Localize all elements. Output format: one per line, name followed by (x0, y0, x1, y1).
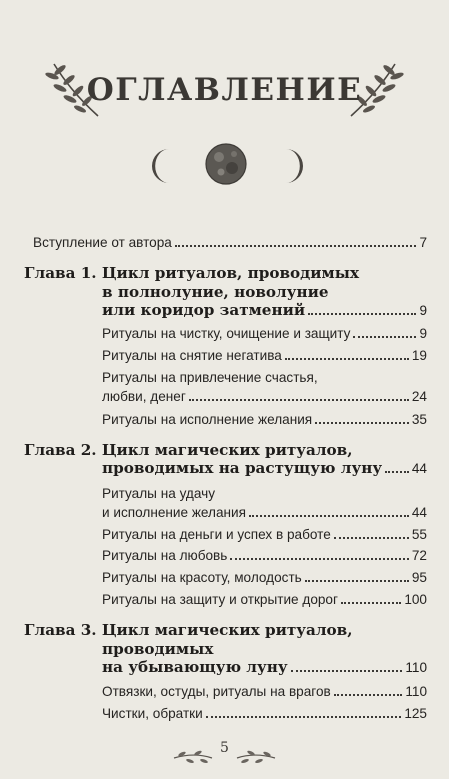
toc-entry-title: и исполнение желания (102, 505, 246, 520)
toc-entry-title: Чистки, обратки (102, 706, 203, 721)
chapter-heading-line: проводимых (102, 640, 214, 658)
leader-dots (334, 537, 409, 539)
toc-entry-title: Ритуалы на деньги и успех в работе (102, 527, 331, 542)
toc-page-number: 9 (419, 326, 427, 341)
toc-entry[interactable] (102, 325, 427, 342)
toc-entry[interactable] (102, 683, 427, 700)
toc-entry-title: Вступление от автора (33, 235, 172, 250)
toc-page-number: 125 (404, 706, 427, 721)
crescent-moon-icon (147, 146, 187, 186)
toc-page-number: 55 (411, 527, 427, 542)
page-footer (0, 738, 449, 778)
toc-entry[interactable] (102, 388, 427, 405)
toc-entry-title: Ритуалы на красоту, молодость (102, 570, 302, 585)
crescent-moon-icon (268, 146, 308, 186)
chapter-heading-line: проводимых на растущую луну (102, 459, 383, 477)
toc-entry-title[interactable]: Ритуалы на удачу (102, 486, 215, 501)
page-number: 5 (220, 740, 229, 756)
toc-entry[interactable] (102, 526, 427, 543)
leader-dots (334, 694, 403, 696)
chapter-heading[interactable]: Глава 1. Цикл ритуалов, проводимых (24, 264, 359, 282)
chapter-heading-row[interactable] (102, 302, 427, 319)
toc-page-number: 110 (405, 660, 427, 675)
toc-page-number: 95 (411, 570, 427, 585)
chapter-heading-line: в полнолуние, новолуние (102, 283, 329, 301)
toc-page-number: 72 (411, 548, 427, 563)
toc-entry[interactable] (102, 504, 427, 521)
chapter-heading-line: или коридор затмений (102, 301, 306, 319)
page-title: ОГЛАВЛЕНИЕ (86, 72, 363, 108)
leader-dots (341, 602, 401, 604)
leader-dots (291, 670, 403, 672)
leader-dots (305, 580, 409, 582)
leader-dots (189, 399, 409, 401)
toc-entry-title: Ритуалы на любовь (102, 548, 228, 563)
toc-entry[interactable] (102, 347, 427, 364)
leader-dots (385, 471, 409, 473)
toc-entry-title: любви, денег (102, 389, 186, 404)
toc-page-number: 44 (411, 505, 427, 520)
toc-page-number: 19 (411, 348, 427, 363)
toc-entry-title: Ритуалы на чистку, очищение и защиту (102, 326, 351, 341)
toc-entry-title: Ритуалы на снятие негатива (102, 348, 282, 363)
leader-dots (206, 716, 402, 718)
toc-page-number: 35 (411, 412, 427, 427)
toc-page-number: 7 (419, 235, 427, 250)
toc-entry[interactable] (33, 234, 427, 251)
chapter-heading-row[interactable] (102, 659, 427, 676)
leader-dots (315, 422, 409, 424)
toc-entry[interactable] (102, 569, 427, 586)
toc-entry[interactable] (102, 411, 427, 428)
leader-dots (353, 336, 416, 338)
full-moon-icon (204, 142, 248, 186)
toc-entry[interactable] (102, 591, 427, 608)
leader-dots (230, 558, 409, 560)
toc-page-number: 100 (404, 592, 427, 607)
chapter-heading[interactable]: Глава 2. Цикл магических ритуалов, (24, 441, 353, 459)
chapter-heading-row[interactable] (102, 460, 427, 477)
toc-page-number: 9 (419, 303, 427, 318)
chapter-heading-line: на убывающую луну (102, 658, 288, 676)
toc-entry[interactable] (102, 705, 427, 722)
toc-page-number: 24 (411, 389, 427, 404)
leader-dots (249, 515, 409, 517)
leader-dots (175, 245, 417, 247)
toc-entry-title: Ритуалы на исполнение желания (102, 412, 313, 427)
toc-page-number: 110 (405, 684, 427, 699)
toc-entry[interactable] (102, 547, 427, 564)
leader-dots (308, 313, 416, 315)
chapter-heading[interactable]: Глава 3. Цикл магических ритуалов, (24, 621, 353, 639)
toc-entry-title[interactable]: Ритуалы на привлечение счастья, (102, 370, 318, 385)
header (0, 50, 449, 200)
toc-entry-title: Ритуалы на защиту и открытие дорог (102, 592, 338, 607)
leader-dots (285, 358, 409, 360)
toc-entry-title: Отвязки, остуды, ритуалы на врагов (102, 684, 331, 699)
toc-page-number: 44 (411, 461, 427, 476)
